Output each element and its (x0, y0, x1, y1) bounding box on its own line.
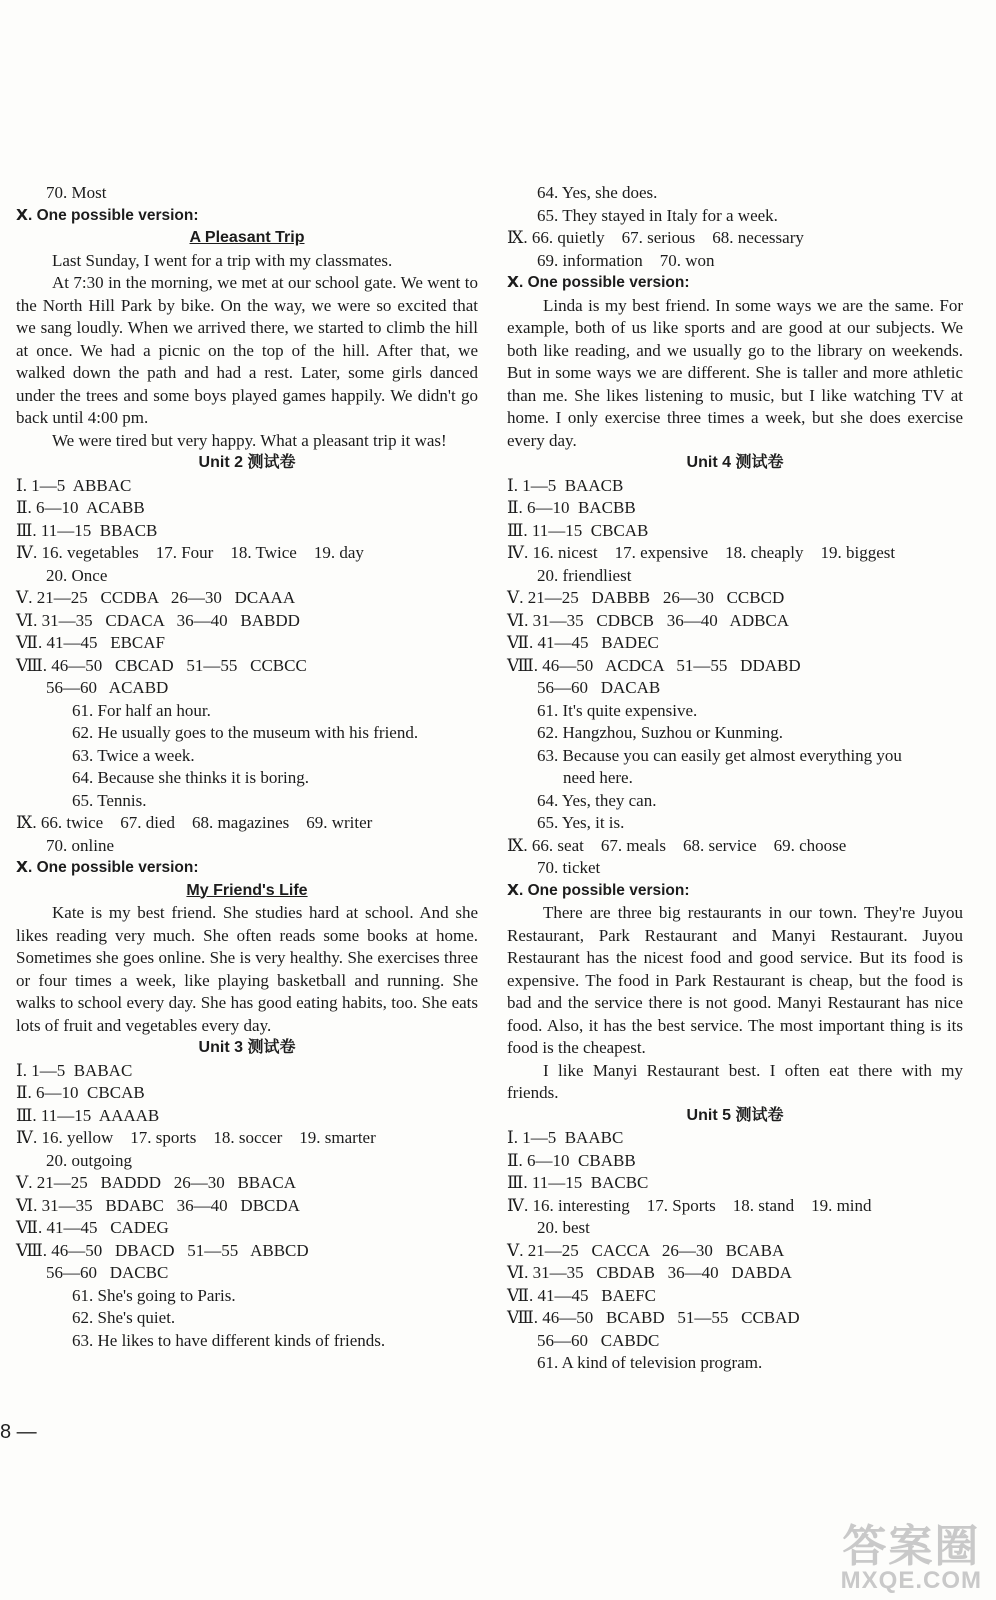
answer-line: Ⅰ. 1—5 ABBAC (16, 475, 132, 495)
answer-line: Ⅸ. 66. twice 67. died 68. magazines 69. writer (16, 813, 373, 832)
answer-line: Ⅵ. 31—35 CDACA 36—40 BABDD (16, 610, 300, 630)
answer-line: Ⅴ. 21—25 BADDD 26—30 BBACA (16, 1173, 297, 1192)
answer-line: Ⅷ. 46—50 BCABD 51—55 CCBAD (507, 1308, 800, 1327)
answer-line: 63. Because you can easily get almost everything you (537, 745, 902, 765)
answer-line: 62. He usually goes to the museum with his friend. (72, 723, 419, 742)
answer-line: 63. Twice a week. (72, 745, 195, 765)
answer-line: Ⅴ. 21—25 CACCA 26—30 BCABA (507, 1240, 785, 1260)
answer-line: Ⅶ. 41—45 EBCAF (16, 633, 165, 652)
answer-line: Ⅶ. 41—45 BADEC (507, 633, 659, 652)
answer-line: 56—60 CABDC (537, 1330, 660, 1350)
answer-line: Ⅰ. 1—5 BAACB (507, 475, 624, 495)
answer-line: need here. (563, 768, 633, 787)
essay-title: A Pleasant Trip (189, 229, 305, 246)
answer-line: 65. They stayed in Italy for a week. (537, 205, 778, 225)
answer-line: Ⅱ. 6—10 CBCAB (16, 1083, 145, 1102)
essay-paragraph: At 7:30 in the morning, we met at our school gate. We went to the North Hill Park by bike. On the way, we were so excited that we sang loudly. When we arrived there, we started to climb the hill at once. We had a picnic on the top of the hill. After that, we walked down the path and had a rest. Later, some girls danced under the trees and some boys played games happily. We didn't go back until 4:00 pm. (16, 273, 478, 427)
answer-line: Ⅱ. 6—10 CBABB (507, 1150, 636, 1170)
essay-paragraph: Kate is my best friend. She studies hard at school. And she likes reading very much. She often reads some books at home. Sometimes she goes online. She is very healthy. She exercises three or four times a week, like playing basketball and running. She walks to school every day. She has good eating habits, too. She eats lots of fruit and vegetables every day. (16, 903, 478, 1035)
unit-title: Unit 4 测试卷 (686, 454, 784, 471)
answer-line: Ⅴ. 21—25 DABBB 26—30 CCBCD (507, 588, 785, 607)
answer-line: 20. Once (46, 565, 108, 585)
answer-line: Ⅳ. 16. nicest 17. expensive 18. cheaply 19. biggest (507, 543, 896, 562)
answer-line: 70. Most (46, 183, 107, 202)
essay-title: My Friend's Life (186, 881, 308, 899)
answer-line: Ⅳ. 16. yellow 17. sports 18. soccer 19. smarter (16, 1128, 376, 1147)
section-heading: Ⅹ. One possible version: (16, 859, 199, 876)
answer-line: 65. Yes, it is. (537, 813, 625, 832)
answer-line: Ⅷ. 46—50 CBCAD 51—55 CCBCC (16, 655, 307, 675)
answer-line: Ⅷ. 46—50 DBACD 51—55 ABBCD (16, 1240, 309, 1260)
answer-line: 20. outgoing (46, 1150, 132, 1170)
answer-line: Ⅷ. 46—50 ACDCA 51—55 DDABD (507, 655, 801, 675)
answer-line: 63. He likes to have different kinds of friends. (72, 1330, 386, 1350)
answer-line: Ⅵ. 31—35 CDBCB 36—40 ADBCA (507, 610, 790, 630)
answer-line: Ⅶ. 41—45 CADEG (16, 1218, 169, 1237)
answer-line: Ⅲ. 11—15 BACBC (507, 1173, 649, 1192)
answer-line: Ⅳ. 16. interesting 17. Sports 18. stand 19. mind (507, 1195, 872, 1215)
section-heading: Ⅹ. One possible version: (16, 206, 199, 224)
answer-line: Ⅸ. 66. quietly 67. serious 68. necessary (507, 228, 804, 247)
answer-line: Ⅶ. 41—45 BAEFC (507, 1285, 656, 1305)
watermark-logo-text: 答案圈 (842, 1521, 981, 1571)
answer-line: Ⅰ. 1—5 BAABC (507, 1128, 624, 1147)
answer-line: 70. ticket (537, 858, 601, 877)
right-column (507, 182, 963, 1375)
answer-line: Ⅲ. 11—15 BBACB (16, 520, 158, 540)
answer-line: Ⅵ. 31—35 CBDAB 36—40 DABDA (507, 1263, 792, 1282)
essay-paragraph: There are three big restaurants in our town. They're Juyou Restaurant, Park Restaurant and Manyi Restaurant. Juyou Restaurant has the nicest food and good service. But its food is expensive. The food in Park Restaurant is cheap, but the food is bad and the service there is not good. Manyi Restaurant has nice food. Also, it has the best service. The most important thing is its food is the cheapest. (507, 903, 963, 1057)
answer-line: 61. For half an hour. (72, 700, 211, 720)
page-number: 8 — (0, 1421, 37, 1443)
answer-line: 62. Hangzhou, Suzhou or Kunming. (537, 723, 784, 742)
unit-title: Unit 5 测试卷 (686, 1106, 784, 1124)
answer-line: Ⅴ. 21—25 CCDBA 26—30 DCAAA (16, 588, 296, 607)
answer-line: 70. online (46, 835, 114, 855)
answer-line: 61. A kind of television program. (537, 1353, 763, 1372)
answer-line: 62. She's quiet. (72, 1308, 176, 1327)
essay-paragraph: Linda is my best friend. In some ways we are the same. For example, both of us like sports and are good at our subjects. We both like reading, and we usually go to the library on weekends. But in some ways we are different. She is taller and more athletic than me. She likes listening to music, but I like watching TV at home. I only exercise three times a week, but she does exercise every day. (507, 295, 963, 450)
answer-line: 56—60 ACABD (46, 678, 169, 697)
answer-line: 69. information 70. won (537, 250, 715, 270)
section-heading: Ⅹ. One possible version: (507, 274, 690, 291)
answer-line: Ⅲ. 11—15 AAAAB (16, 1105, 160, 1125)
essay-paragraph: Last Sunday, I went for a trip with my classmates. (52, 250, 393, 270)
watermark-url: MXQE.COM (840, 1566, 982, 1594)
answer-line: 64. Because she thinks it is boring. (72, 768, 310, 787)
answer-line: 56—60 DACAB (537, 678, 661, 697)
essay-paragraph: We were tired but very happy. What a pleasant trip it was! (52, 430, 447, 450)
answer-line: Ⅳ. 16. vegetables 17. Four 18. Twice 19. day (16, 543, 364, 562)
answer-line: 64. Yes, they can. (537, 790, 657, 810)
answer-line: Ⅲ. 11—15 CBCAB (507, 520, 649, 540)
answer-line: 64. Yes, she does. (537, 183, 658, 202)
answer-line: Ⅵ. 31—35 BDABC 36—40 DBCDA (16, 1195, 300, 1215)
answer-line: 61. It's quite expensive. (537, 700, 698, 720)
answer-line: 20. friendliest (537, 565, 632, 585)
answer-line: 61. She's going to Paris. (72, 1285, 236, 1305)
essay-paragraph: I like Manyi Restaurant best. I often eat there with my friends. (507, 1060, 963, 1102)
answer-line: Ⅱ. 6—10 BACBB (507, 498, 636, 517)
section-heading: Ⅹ. One possible version: (507, 881, 690, 899)
answer-line: Ⅰ. 1—5 BABAC (16, 1060, 133, 1080)
answer-line: 20. best (537, 1218, 590, 1237)
answer-line: Ⅱ. 6—10 ACABB (16, 498, 145, 517)
answer-line: Ⅸ. 66. seat 67. meals 68. service 69. choose (507, 835, 847, 855)
answer-line: 65. Tennis. (72, 790, 147, 810)
unit-title: Unit 3 测试卷 (198, 1039, 296, 1056)
left-column (16, 182, 478, 1352)
unit-title: Unit 2 测试卷 (198, 454, 296, 471)
watermark (840, 1521, 982, 1594)
answer-line: 56—60 DACBC (46, 1263, 169, 1282)
